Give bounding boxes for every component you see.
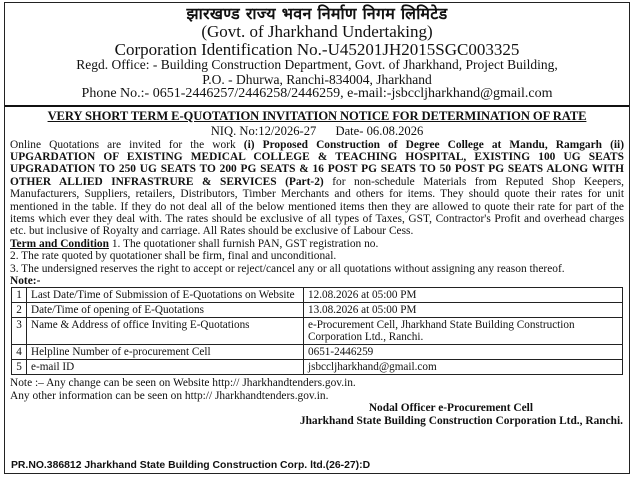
row-value: 0651-2446259 bbox=[304, 345, 623, 360]
signatory-title: Nodal Officer e-Procurement Cell bbox=[368, 402, 533, 415]
footer-notes bbox=[5, 375, 629, 402]
signature-block bbox=[5, 402, 629, 427]
row-number: 2 bbox=[12, 303, 27, 318]
work-description: (i) Proposed Construction of Degree College at Mandu, Ramgarh (ii) UPGARDATION OF EXISTING MEDICAL COLLEGE & TEACHING HOSPITAL, EXISTING 100 UG SEATS UPGRADATION TO 250 UG SEATS TO 200 PG SEATS & 16 POST PG SEATS TO 50 POST PG SEATS ALONG WITH OTHER ALLIED INFRASTRURE & SERVICES (Part-2) bbox=[10, 138, 625, 188]
niq-number: NIQ. No:12/2026-27 bbox=[210, 123, 317, 138]
row-value: 12.08.2026 at 05:00 PM bbox=[304, 288, 623, 303]
schedule-table bbox=[11, 287, 623, 375]
note-label: Note:- bbox=[10, 274, 41, 287]
website-note: Note :– Any change can be seen on Website http:// Jharkhandtenders.gov.in. bbox=[10, 377, 356, 390]
notice-title: VERY SHORT TERM E-QUOTATION INVITATION NOTICE FOR DETERMINATION OF RATE bbox=[47, 108, 587, 123]
row-label: Date/Time of opening of E-Quotations bbox=[27, 303, 304, 318]
term-1: 1. The quotationer shall furnish PAN, GST registration no. bbox=[108, 237, 379, 250]
hindi-org-name: झारखण्ड राज्य भवन निर्माण निगम लिमिटेड bbox=[186, 4, 448, 23]
corporation-id: Corporation Identification No.-U45201JH2015SGC003325 bbox=[114, 39, 520, 59]
header-divider bbox=[5, 105, 629, 107]
signatory-org: Jharkhand State Building Construction Corporation Ltd., Ranchi. bbox=[299, 414, 623, 427]
row-value: e-Procurement Cell, Jharkhand State Building Construction Corporation Ltd., Ranchi. bbox=[304, 318, 623, 345]
niq-date: Date- 06.08.2026 bbox=[335, 123, 424, 138]
row-number: 1 bbox=[12, 288, 27, 303]
govt-undertaking: (Govt. of Jharkhand Undertaking) bbox=[201, 21, 433, 41]
row-number: 3 bbox=[12, 318, 27, 345]
body-rest: for non-schedule Materials from Reputed Shop Keepers, Manufacturers, Suppliers, retailers, Distributors, Timber Merchants and others for items. They should quote their rates for unit mentioned in the table. If they do not deal all of the below mentioned items then they are allowed to quote their rate for part of the items which ever they deal with. The rates should be exclusive of all types of Taxes, GST, Contractor's Profit and overhead charges etc. but inclusive of Royalty and carriage. All Rates should be exclusive of Labour Cess. bbox=[10, 175, 624, 238]
info-note: Any other information can be seen on http:// Jharkhandtenders.gov.in. bbox=[10, 389, 329, 402]
notice-page bbox=[4, 2, 630, 474]
table-row bbox=[12, 303, 623, 318]
row-label: Last Date/Time of Submission of E-Quotations on Website bbox=[27, 288, 304, 303]
row-label: Helpline Number of e-procurement Cell bbox=[27, 345, 304, 360]
row-value: 13.08.2026 at 05:00 PM bbox=[304, 303, 623, 318]
pr-number: PR.NO.386812 Jharkhand State Building Construction Corp. ltd.(26-27):D bbox=[11, 460, 371, 471]
table-row bbox=[12, 345, 623, 360]
table-row bbox=[12, 318, 623, 345]
address-line: P.O. - Dhurwa, Ranchi-834004, Jharkhand bbox=[202, 71, 432, 87]
table-row bbox=[12, 360, 623, 375]
row-label: Name & Address of office Inviting E-Quotations bbox=[27, 318, 304, 345]
niq-line bbox=[5, 124, 629, 139]
phone-email: Phone No.:- 0651-2446257/2446258/2446259, e-mail:-jsbccljharkhand@gmail.com bbox=[81, 85, 553, 101]
row-number: 4 bbox=[12, 345, 27, 360]
notice-body bbox=[5, 139, 629, 238]
regd-office: Regd. Office: - Building Construction Department, Govt. of Jharkhand, Project Building, bbox=[76, 57, 558, 73]
terms-section bbox=[5, 238, 629, 288]
table-row bbox=[12, 288, 623, 303]
letterhead bbox=[5, 3, 629, 104]
row-label: e-mail ID bbox=[27, 360, 304, 375]
term-3: 3. The undersigned reserves the right to accept or reject/cancel any or all quotations without assigning any reason thereof. bbox=[10, 262, 565, 275]
row-number: 5 bbox=[12, 360, 27, 375]
intro-text: Online Quotations are invited for the work bbox=[10, 138, 244, 151]
term-2: 2. The rate quoted by quotationer shall be firm, final and unconditional. bbox=[10, 250, 337, 263]
row-value: jsbccljharkhand@gmail.com bbox=[304, 360, 623, 375]
terms-label: Term and Condition bbox=[10, 237, 109, 250]
